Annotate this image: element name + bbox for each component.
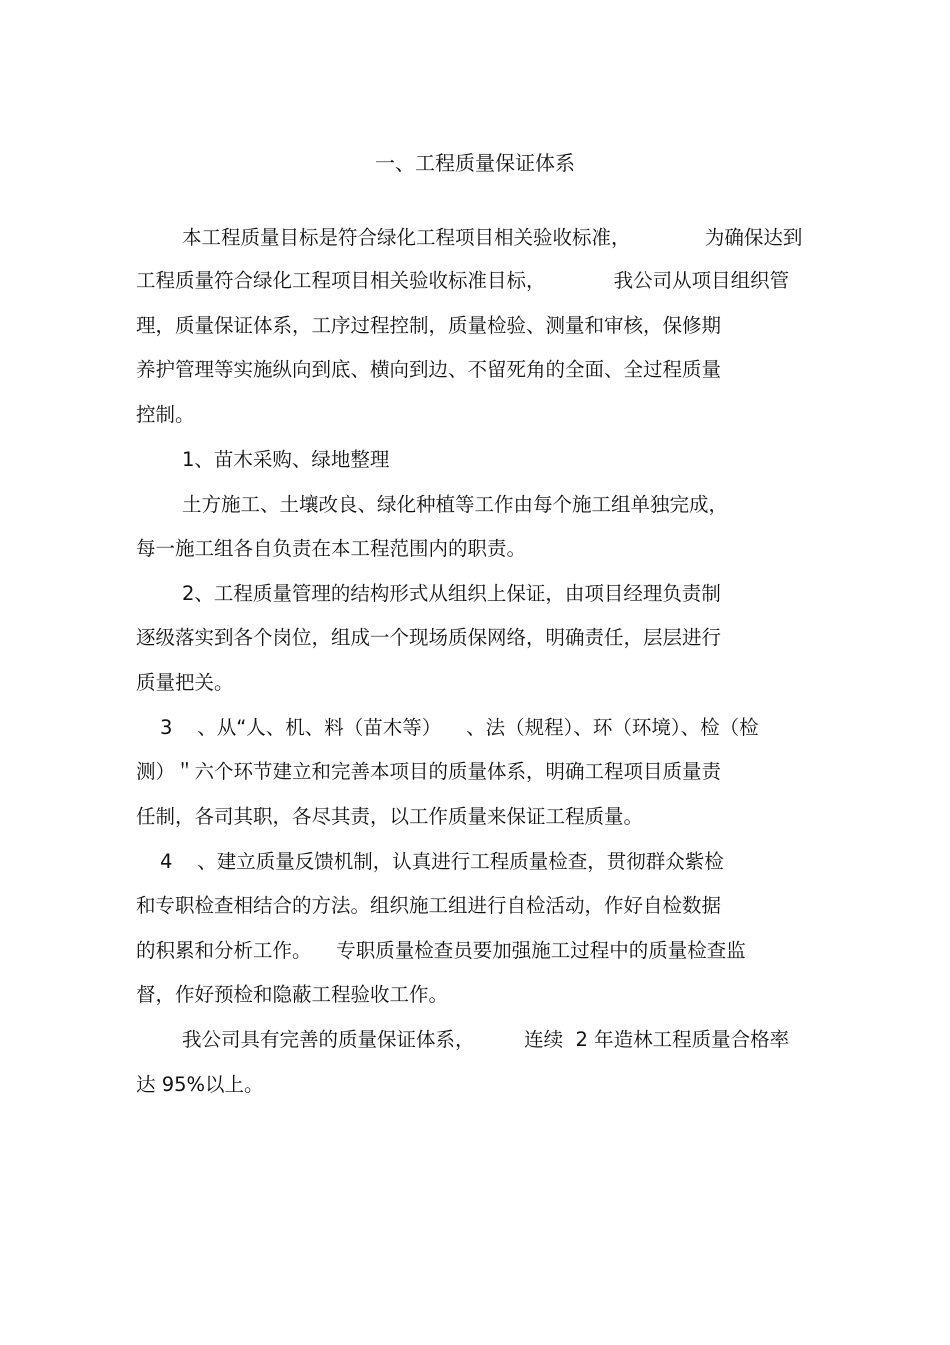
paragraph-line: 的积累和分析工作。 专职质量检查员要加强施工过程中的质量检查监	[136, 939, 746, 962]
section-heading-2: 2、工程质量管理的结构形式从组织上保证，由项目经理负责制	[182, 582, 721, 605]
paragraph-line: 和专职检查相结合的方法。组织施工组进行自检活动，作好自检数据	[136, 894, 722, 917]
section-heading-1: 1、苗木采购、绿地整理	[182, 448, 390, 471]
paragraph-line: 测）＂六个环节建立和完善本项目的质量体系，明确工程项目质量责	[136, 760, 722, 783]
paragraph-line: 任制，各司其职，各尽其责，以工作质量来保证工程质量。	[136, 805, 644, 828]
paragraph-line: 本工程质量目标是符合绿化工程项目相关验收标准， 为确保达到	[182, 226, 803, 249]
paragraph-line: 质量把关。	[136, 671, 234, 694]
page-title: 一、工程质量保证体系	[375, 151, 575, 175]
paragraph-line: 控制。	[136, 403, 195, 426]
paragraph-line: 逐级落实到各个岗位，组成一个现场质保网络，明确责任，层层进行	[136, 626, 722, 649]
section-heading-4: 4 、建立质量反馈机制，认真进行工程质量检查，贯彻群众紫检	[160, 850, 724, 873]
paragraph-line: 工程质量符合绿化工程项目相关验收标准目标， 我公司从项目组织管	[136, 269, 790, 292]
paragraph-line: 督，作好预检和隐蔽工程验收工作。	[136, 983, 449, 1006]
paragraph-line: 理，质量保证体系，工序过程控制，质量检验、测量和审核，保修期	[136, 314, 722, 337]
paragraph-line: 达 95%以上。	[136, 1073, 264, 1096]
paragraph-line: 土方施工、土壤改良、绿化种植等工作由每个施工组单独完成，	[182, 493, 729, 516]
section-heading-3: 3 、从“人、机、料（苗木等） 、法（规程）、环（环境）、检（检	[160, 716, 759, 739]
paragraph-line: 我公司具有完善的质量保证体系， 连续 2 年造林工程质量合格率	[182, 1028, 790, 1051]
paragraph-line: 每一施工组各自负责在本工程范围内的职责。	[136, 537, 527, 560]
paragraph-line: 养护管理等实施纵向到底、横向到边、不留死角的全面、全过程质量	[136, 358, 722, 381]
